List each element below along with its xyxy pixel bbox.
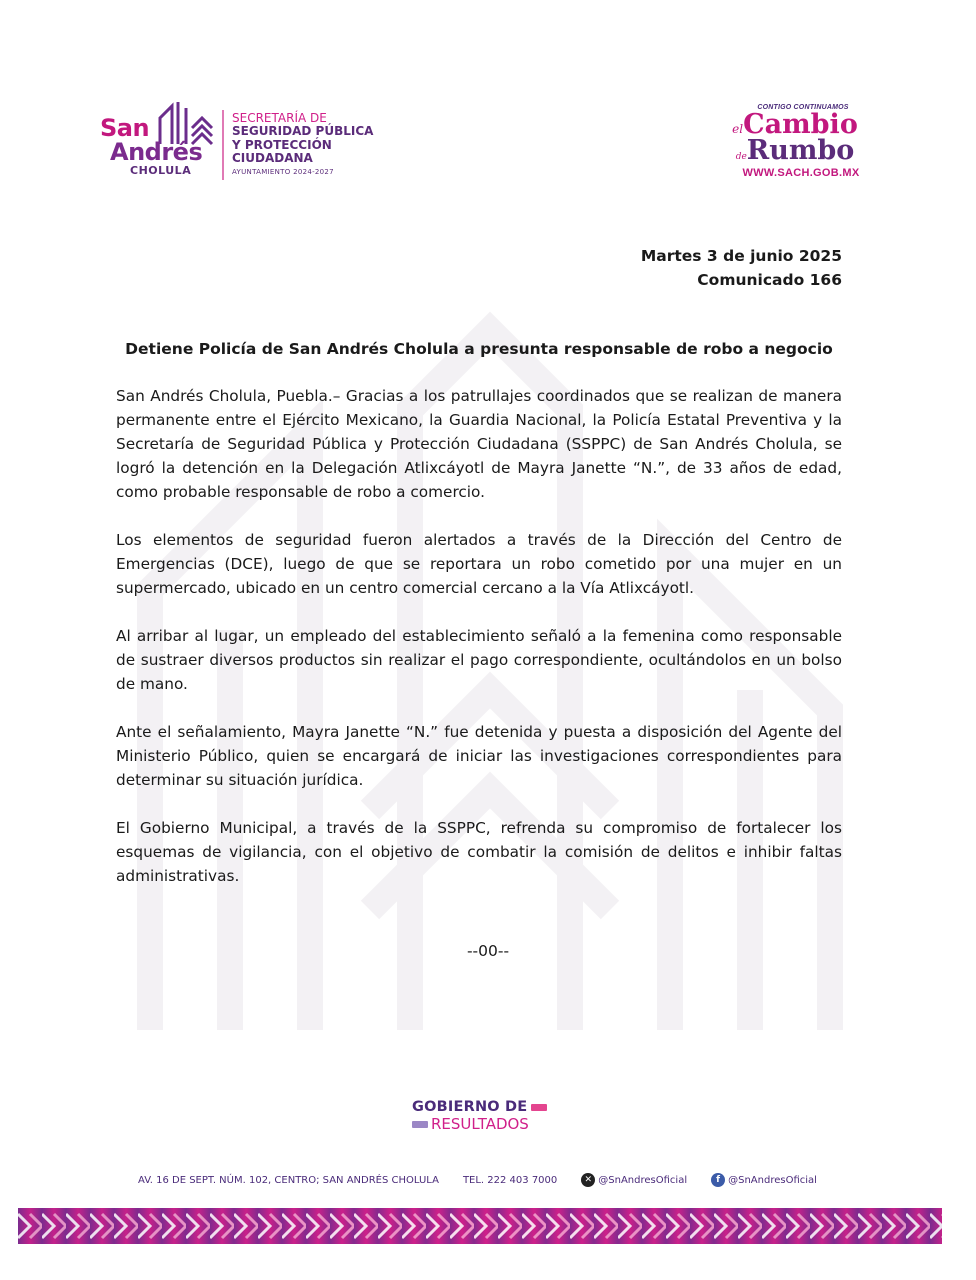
letterhead-header: [0, 0, 976, 200]
headline: Detiene Policía de San Andrés Cholula a presunta responsable de robo a negocio: [125, 340, 833, 358]
cambio-de-rumbo-logo: [710, 104, 880, 188]
secretaria-line2: SEGURIDAD PÚBLICA: [232, 124, 374, 139]
footer-logo-line1: [412, 1100, 562, 1115]
secretaria-title: [232, 112, 373, 177]
paragraph: Al arribar al lugar, un empleado del establecimiento señaló a la femenina como responsable de sustraer diversos productos sin realizar el pago correspondiente, ocultándolos en un bolso de mano.: [116, 627, 842, 693]
x-logo-icon: ✕: [581, 1173, 595, 1187]
address-text: AV. 16 DE SEPT. NÚM. 102, CENTRO; SAN ANDRÉS CHOLULA: [138, 1174, 439, 1186]
facebook-logo-icon: f: [711, 1173, 725, 1187]
secretaria-line4: CIUDADANA: [232, 151, 313, 166]
phone-text: TEL. 222 403 7000: [462, 1174, 558, 1186]
release-date: Martes 3 de junio 2025: [640, 247, 842, 265]
campaign-wordmark: [710, 109, 880, 166]
facebook-handle-text: @SnAndresOficial: [728, 1174, 817, 1186]
x-handle-text: @SnAndresOficial: [598, 1174, 688, 1186]
municipality-wordmark: [100, 116, 202, 176]
wordmark-de: de: [735, 151, 747, 162]
logo-divider: [222, 110, 224, 180]
wordmark-line2: Andrés: [110, 138, 203, 166]
san-andres-sspc-logo: [92, 96, 392, 196]
wordmark-line1: San: [100, 114, 150, 142]
secretaria-line3: Y PROTECCIÓN: [232, 137, 332, 152]
paragraph: Los elementos de seguridad fueron alertados a través de la Dirección del Centro de Emergencias (DCE), luego de que se reportara un robo cometido por una mujer en un supermercado, ubicado en un centro comercial cercano a la Vía Atlixcáyotl.: [116, 531, 842, 597]
press-release-meta: [641, 244, 842, 292]
release-number: Comunicado 166: [697, 271, 842, 289]
footer-logo-line2-text: RESULTADOS: [431, 1114, 529, 1133]
campaign-tagline: CONTIGO CONTINUAMOS: [757, 104, 849, 111]
article-body: [116, 384, 842, 912]
pink-bar-icon: [531, 1104, 547, 1111]
paragraph: Ante el señalamiento, Mayra Janette “N.” fue detenida y puesta a disposición del Agente del Ministerio Público, quien se encargará de iniciar las investigaciones correspondientes para determinar su situación jurídica.: [116, 723, 842, 789]
paragraph: San Andrés Cholula, Puebla.– Gracias a los patrullajes coordinados que se realizan de manera permanente entre el Ejército Mexicano, la Guardia Nacional, la Policía Estatal Preventiva y la Secretaría de Seguridad Pública y Protección Ciudadana (SSPPC) de San Andrés Cholula, se logró la detención en la Delegación Atlixcáyotl de Mayra Janette “N.”, de 33 años de edad, como probable responsable de robo a comercio.: [116, 387, 842, 501]
x-handle-link[interactable]: [581, 1173, 687, 1187]
footer-logo-line1-text: GOBIERNO DE: [412, 1099, 528, 1115]
wordmark-line3: CHOLULA: [130, 164, 192, 177]
facebook-handle-link[interactable]: [711, 1173, 817, 1187]
website-url: WWW.SACH.GOB.MX: [742, 167, 860, 180]
gobierno-de-resultados-logo: [412, 1100, 562, 1140]
wordmark-cambio: Cambio: [743, 109, 858, 140]
decorative-chevron-band: [18, 1208, 942, 1244]
contact-bar: [138, 1173, 841, 1187]
secretaria-line1: SECRETARÍA DE: [232, 111, 327, 125]
closing-mark: --00--: [466, 942, 510, 960]
footer-logo-line2: [412, 1114, 562, 1133]
ayuntamiento-label: AYUNTAMIENTO 2024-2027: [232, 167, 334, 176]
wordmark-rumbo: Rumbo: [746, 134, 855, 166]
wordmark-el: el: [732, 122, 744, 136]
lavender-bar-icon: [412, 1121, 428, 1128]
paragraph: El Gobierno Municipal, a través de la SSPPC, refrenda su compromiso de fortalecer los esquemas de vigilancia, con el objetivo de combatir la comisión de delitos e inhibir faltas administrativas.: [116, 819, 842, 885]
